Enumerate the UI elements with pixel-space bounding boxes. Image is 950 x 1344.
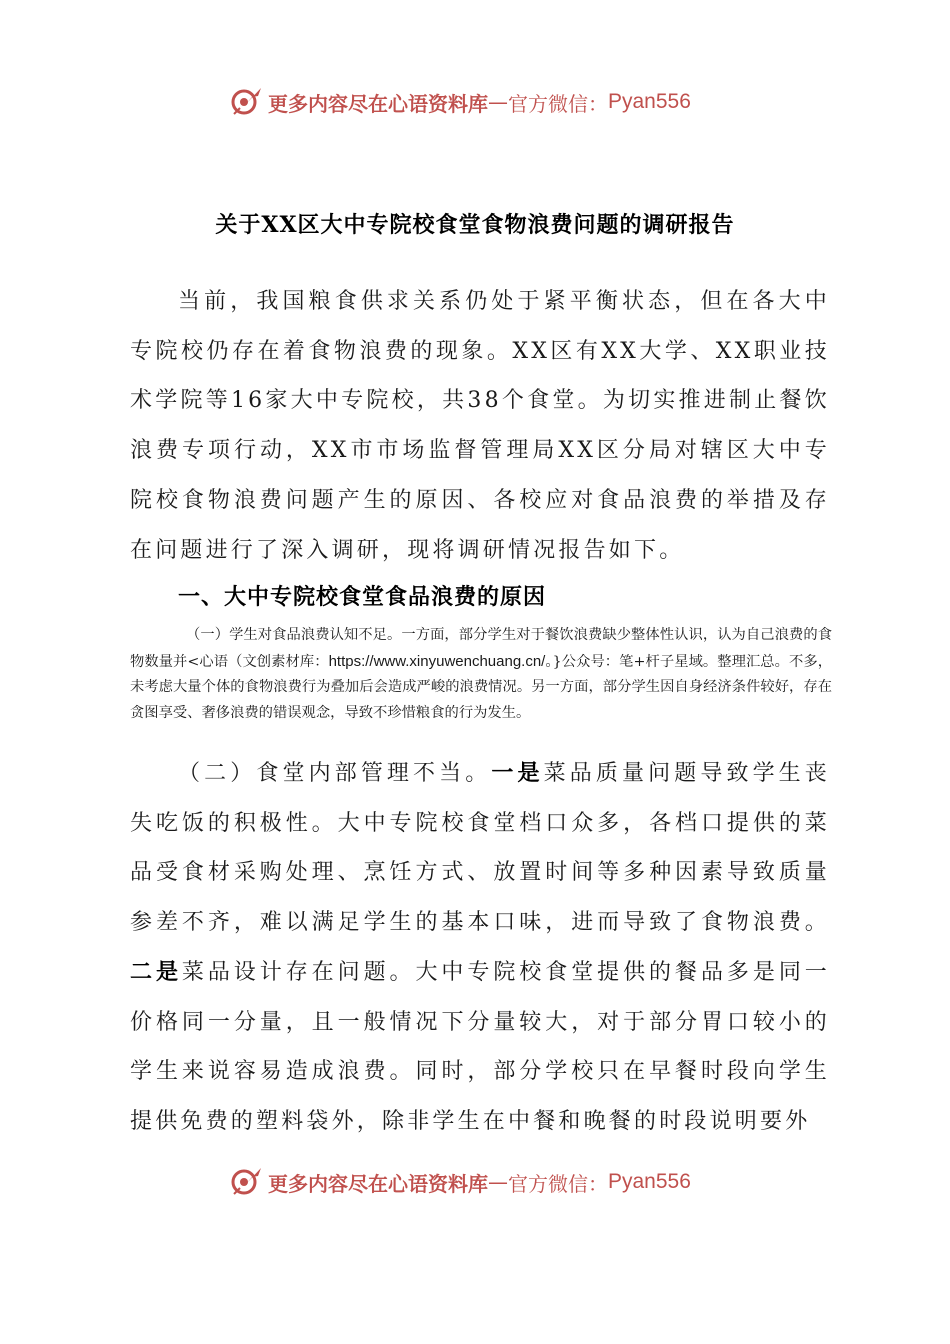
subsection-1-text-a: （一）学生对食品浪费认知不足。一方面，部分学生对于餐饮浪费缺少整体性认识，认为自己浪费的食物数量并<心语（文创素材库：	[130, 627, 832, 670]
point-2-text: 菜品设计存在问题。大中专院校食堂提供的餐品多是同一价格同一分量，且一般情况下分量较大，对于部分胃口较小的学生来说容易造成浪费。同时，部分学校只在早餐时段向学生提供免费的塑料袋外，除非学生在中餐和晚餐的时段说明要外	[130, 959, 830, 1134]
watermark-brand: 更多内容尽在心语资料库	[268, 91, 488, 116]
subsection-2-heading: （二）食堂内部管理不当。	[178, 761, 492, 786]
subsection-1-paragraph	[130, 623, 832, 726]
point-1-text: 菜品质量问题导致学生丧失吃饭的积极性。大中专院校食堂档口众多，各档口提供的菜品受食材采购处理、烹饪方式、放置时间等多种因素导致质量参差不齐，难以满足学生的基本口味，进而导致了食物浪费。	[130, 761, 831, 936]
watermark-label: 官方微信：	[508, 91, 608, 116]
watermark-banner-top	[228, 82, 728, 122]
document-title: 关于XX区大中专院校食堂食物浪费问题的调研报告	[215, 212, 735, 238]
point-2-lead: 二是	[130, 958, 182, 985]
quill-logo-icon	[228, 1164, 264, 1200]
section-heading: 一、大中专院校食堂食品浪费的原因	[178, 584, 547, 610]
watermark-separator: —	[488, 1170, 508, 1194]
watermark-label: 官方微信：	[508, 1171, 608, 1196]
subsection-1-text-b: 。}公众号：笔+杆子星域。整理汇总。不多，未考虑大量个体的食物浪费行为叠加后会造成严峻的浪费情况。另一方面，部分学生因自身经济条件较好，存在贪图享受、奢侈浪费的错误观念，导致不珍惜粮食的行为发生。	[130, 653, 832, 721]
intro-paragraph: 当前，我国粮食供求关系仍处于紧平衡状态，但在各大中专院校仍存在着食物浪费的现象。XX区有XX大学、XX职业技术学院等16家大中专院校，共38个食堂。为切实推进制止餐饮浪费专项行动，XX市市场监督管理局XX区分局对辖区大中专院校食物浪费问题产生的原因、各校应对食品浪费的举措及存在问题进行了深入调研，现将调研情况报告如下。	[130, 289, 830, 563]
watermark-brand: 更多内容尽在心语资料库	[268, 1171, 488, 1196]
point-1-lead: 一是	[491, 760, 544, 786]
watermark-separator: —	[488, 90, 508, 114]
subsection-2-paragraph	[130, 749, 830, 1147]
quill-logo-icon	[228, 84, 264, 120]
watermark-wechat-id: Pyan556	[608, 90, 691, 113]
watermark-wechat-id: Pyan556	[608, 1170, 691, 1193]
source-url: https://www.xinyuwenchuang.cn/	[328, 652, 546, 670]
watermark-banner-bottom	[228, 1162, 728, 1202]
